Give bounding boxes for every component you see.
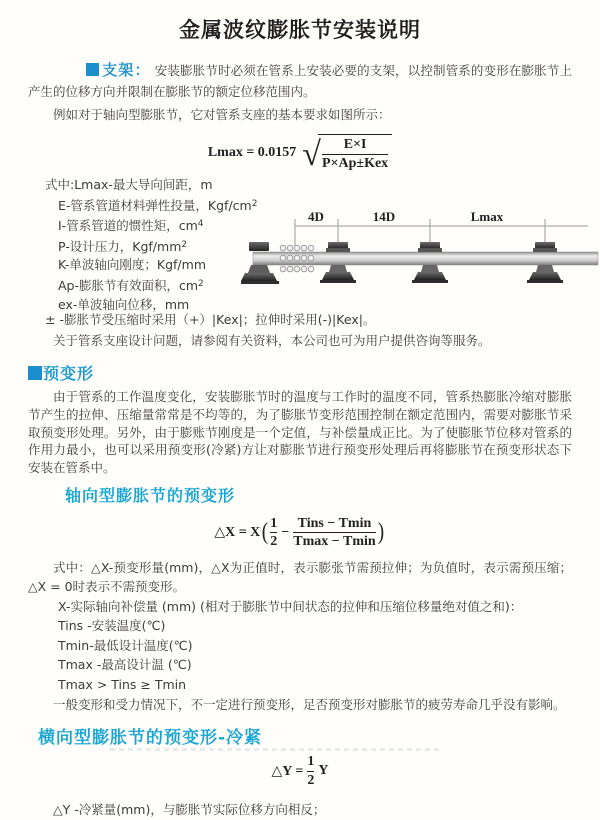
- delta-y-formula: [0, 754, 600, 788]
- dim-label-4d: 4D: [308, 209, 324, 224]
- page-title: 金属波纹膨胀节安装说明: [179, 18, 421, 42]
- dy-rhs: Y: [318, 763, 329, 778]
- plus-minus-note: ± -膨胀节受压缩时采用（+）|Kex|；拉伸时采用(-)|Kex|。: [45, 312, 376, 327]
- dx-fraction-temps: $\frac{\text{Tins − Tmin}}{Tmax - Tmin}$: [293, 515, 376, 550]
- definition-line: X-实际轴向补偿量 (mm) (相对于膨胀节中间状态的拉伸和压缩位移量绝对值之和)：: [58, 598, 523, 614]
- definition-line: Tmax > Tins ≥ Tmin: [58, 676, 187, 692]
- variable-line: 式中:Lmax-最大导向间距，m: [45, 177, 213, 192]
- blue-square-icon: [28, 366, 42, 380]
- bottom-clipped-text-remnant: [110, 748, 440, 751]
- support-heading: 支架：: [102, 61, 151, 79]
- predeform-section-heading: [28, 361, 600, 384]
- dim-label-lmax: Lmax: [470, 209, 504, 224]
- service-note: 关于管系支座设计问题，请参阅有关资料，本公司也可为用户提供咨询等服务。: [53, 333, 491, 348]
- left-paren: (: [262, 519, 269, 546]
- right-paren: ): [377, 519, 384, 546]
- dx-lhs: △X = X: [214, 525, 261, 541]
- definition-line: Tmin-最低设计温度(℃): [58, 637, 193, 653]
- dx-fraction-half: $\frac{1}{2}$: [270, 515, 278, 550]
- definition-line: Tmax -最高设计温 (℃): [58, 657, 192, 672]
- bellows-coils: [280, 245, 314, 272]
- definition-line: Tins -安装温度(℃): [58, 618, 166, 633]
- predeform-heading-text: 预变形: [43, 364, 95, 383]
- delta-x-formula: [0, 514, 600, 552]
- example-paragraph: 例如对于轴向型膨胀节，它对管系支座的基本要求如图所示：: [53, 107, 391, 122]
- axial-subheading: 轴向型膨胀节的预变形: [65, 485, 236, 505]
- superscript: 4: [197, 219, 204, 230]
- lmax-formula-lhs: Lmax = 0.0157: [207, 145, 297, 160]
- superscript: 2: [251, 198, 258, 209]
- lmax-formula-fraction: [322, 136, 388, 172]
- lmax-formula-radicand: [318, 134, 392, 172]
- minus-sign: −: [281, 524, 290, 540]
- support-paragraph-text: 安装膨胀节时必须在管系上安装必要的支架，以控制管系的变形在膨胀节上产生的位移方向并限制在膨胀节的额定位移范围内。: [28, 63, 572, 99]
- variable-line: P-设计压力，Kgf/$mm^2$: [58, 238, 188, 254]
- lmax-formula-numerator: E×I: [343, 137, 367, 152]
- blue-square-icon: [86, 63, 99, 76]
- support-paragraph: [28, 58, 572, 102]
- variables-and-diagram-zone: [0, 176, 600, 312]
- dy-fraction-half: $\frac{1}{2}$: [307, 754, 315, 788]
- lmax-formula-denominator: P×Ap±Kex: [321, 155, 389, 171]
- pipe-support-diagram: [253, 206, 598, 308]
- variable-line: K-单波轴向刚度；Kgf/mm: [58, 257, 206, 273]
- superscript: 2: [181, 239, 188, 250]
- dy-lhs: △Y =: [271, 763, 304, 779]
- axial-note: 一般变形和受力情况下，不一定进行预变形，足否预变形对膨胀节的疲劳寿命几乎没有影响。: [53, 697, 566, 712]
- variable-line: E-管系管道材料弹性投量，Kgf/$cm^2$: [58, 197, 258, 213]
- lateral-subheading: 横向型膨胀节的预变形-冷紧: [38, 728, 263, 748]
- superscript: 2: [198, 278, 204, 289]
- dx-explanation: 式中：△X-预变形量(mm)，△X为正值时，表示膨张节需预拉伸；为负值时，表示需预压缩；△X = 0时表示不需预变形。: [28, 559, 572, 595]
- variable-line: Ap-膨胀节有效面积，$cm^2$: [58, 277, 204, 293]
- lmax-formula: Lmax = 0.0157 √ $\frac{E\times I}{\text{P×Ap±Kex}}$: [0, 133, 600, 173]
- document-page: [0, 14, 600, 817]
- variable-line: ex-单波轴向位移，mm: [58, 296, 190, 312]
- predeform-paragraph: 由于管系的工作温度变化，安装膨胀节时的温度与工作时的温度不同，管系热膨胀冷缩对膨胀节产生的拉伸、压缩量常常是不均等的，为了膨胀节变形范围控制在额定范围内，需要对膨胀节采取预变形处理。另外，由于膨账节刚度是一个定值，与补偿量成正比。为了使膨胀节位移对管系的作用力最小，也可以采用预变形(冷紧)方让对膨胀节进行预变形处理后再将膨胀节在预变形状态下安装在管系中。: [28, 389, 572, 475]
- axial-definition-lines: [58, 597, 600, 695]
- dy-note: △Y -冷紧量(mm)，与膨胀节实际位移方向相反；: [53, 802, 326, 817]
- dim-label-14d: 14D: [372, 209, 396, 224]
- variable-line: I-管系管道的惯性矩，$cm^4$: [58, 218, 204, 234]
